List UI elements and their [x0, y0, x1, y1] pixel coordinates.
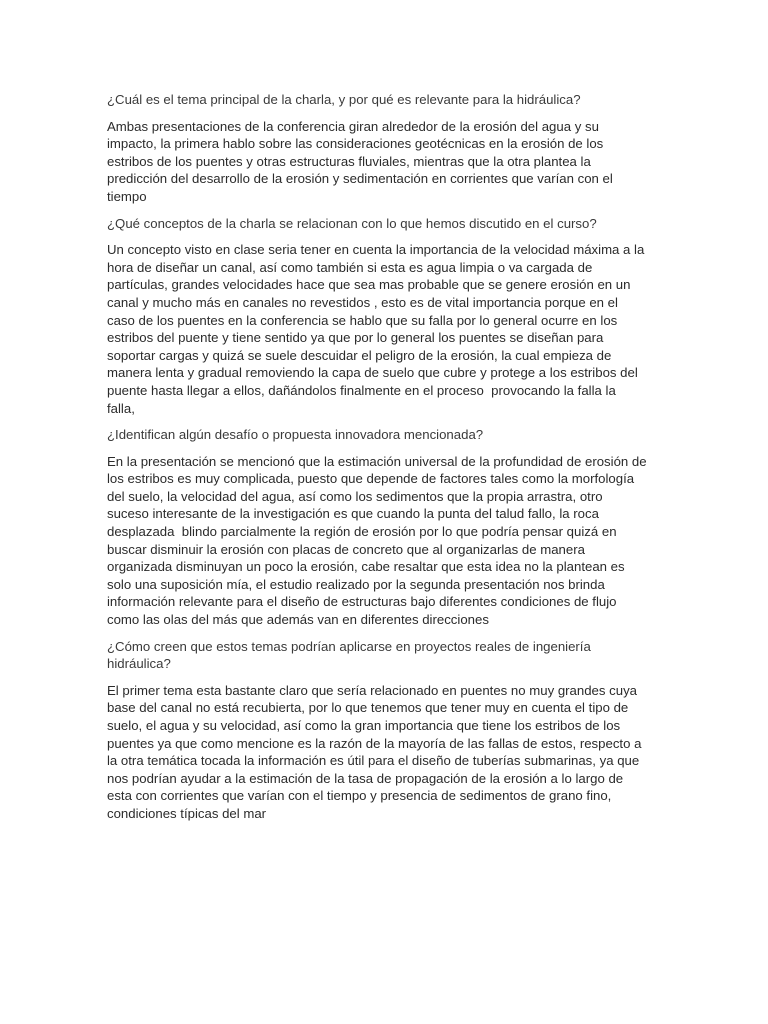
- answer-1: [107, 118, 667, 206]
- qa-section-1: [107, 91, 667, 206]
- answer-line: como las olas del más que además van en diferentes direcciones: [107, 612, 489, 628]
- answer-line: hora de diseñar un canal, así como también si esta es agua limpia o va cargada de: [107, 259, 593, 275]
- answer-4: [107, 682, 667, 823]
- question-line: hidráulica?: [107, 656, 171, 672]
- answer-line: manera lenta y gradual removiendo la capa de suelo que cubre y protege a los estribos del: [107, 365, 638, 381]
- qa-section-4: [107, 638, 667, 823]
- answer-line: partículas, grandes velocidades hace que sea mas probable que se genere erosión en un: [107, 277, 631, 293]
- document-page: [107, 91, 667, 832]
- answer-line: base del canal no está recubierta, por lo que tenemos que tener muy en cuenta el tipo de: [107, 700, 629, 716]
- question-2: ¿Qué conceptos de la charla se relacionan con lo que hemos discutido en el curso?: [107, 215, 597, 231]
- answer-line: canal y mucho más en canales no revestidos , esto es de vital importancia porque en el: [107, 294, 618, 310]
- answer-line: la otra temática tocada la información es útil para el diseño de tuberías submarinas, ya que: [107, 753, 640, 769]
- question-1: ¿Cuál es el tema principal de la charla, y por qué es relevante para la hidráulica?: [107, 92, 581, 107]
- question-line: ¿Cómo creen que estos temas podrían aplicarse en proyectos reales de ingeniería: [107, 638, 591, 654]
- qa-section-2: [107, 215, 667, 418]
- answer-line: El primer tema esta bastante claro que sería relacionado en puentes no muy grandes cuya: [107, 682, 638, 698]
- answer-line: información relevante para el diseño de estructuras bajo diferentes condiciones de flujo: [107, 594, 617, 610]
- answer-line: desplazada blindo parcialmente la región de erosión por lo que podría pensar quizá en: [107, 524, 617, 540]
- answer-3: [107, 453, 667, 629]
- answer-line: Un concepto visto en clase seria tener en cuenta la importancia de la velocidad máxima a la: [107, 242, 645, 258]
- answer-line: condiciones típicas del mar: [107, 805, 267, 821]
- answer-line: organizada disminuyan un poco la erosión, cabe resaltar que esta idea no la plantean es: [107, 559, 625, 575]
- answer-line: solo una suposición mía, el estudio realizado por la segunda presentación nos brinda: [107, 576, 605, 592]
- answer-line: puentes ya que como mencione es la razón de la mayoría de las fallas de estos, respecto a: [107, 735, 642, 751]
- answer-line: predicción del desarrollo de la erosión y sedimentación en corrientes que varían con el: [107, 171, 613, 187]
- answer-line: esta con corrientes que varían con el tiempo y presencia de sedimentos de grano fino,: [107, 788, 612, 804]
- answer-line: soportar cargas y quizá se suele descuidar el peligro de la erosión, la cual empieza de: [107, 347, 612, 363]
- answer-line: impacto, la primera hablo sobre las consideraciones geotécnicas en la erosión de los: [107, 136, 604, 152]
- answer-line: buscar disminuir la erosión con placas de concreto que al organizarlas de manera: [107, 541, 585, 557]
- answer-2: [107, 241, 667, 417]
- qa-section-3: [107, 426, 667, 629]
- answer-line: del suelo, la velocidad del agua, así como los sedimentos que la propia arrastra, otro: [107, 488, 603, 504]
- answer-line: suceso interesante de la investigación es que cuando la punta del talud fallo, la roca: [107, 506, 599, 522]
- answer-line: nos podrían ayudar a la estimación de la tasa de propagación de la erosión a lo largo de: [107, 770, 624, 786]
- answer-line: caso de los puentes en la conferencia se hablo que su falla por lo general ocurre en los: [107, 312, 618, 328]
- answer-line: puente hasta llegar a ellos, dañándolos finalmente en el proceso provocando la falla la: [107, 382, 616, 398]
- answer-line: los estribos es muy complicada, puesto que depende de factores tales como la morfología: [107, 471, 635, 487]
- question-3: ¿Identifican algún desafío o propuesta innovadora mencionada?: [107, 427, 484, 443]
- answer-line: falla,: [107, 400, 135, 416]
- answer-line: tiempo: [107, 188, 147, 204]
- answer-line: estribos del puente y tiene sentido ya que por lo general los puentes se diseñan para: [107, 330, 604, 346]
- answer-line: Ambas presentaciones de la conferencia giran alrededor de la erosión del agua y su: [107, 118, 599, 134]
- answer-line: suelo, el agua y su velocidad, así como la gran importancia que tiene los estribos de los: [107, 718, 621, 733]
- answer-line: estribos de los puentes y otras estructuras fluviales, mientras que la otra plantea la: [107, 153, 591, 169]
- question-4: [107, 638, 667, 673]
- answer-line: En la presentación se mencionó que la estimación universal de la profundidad de erosión de: [107, 453, 647, 469]
